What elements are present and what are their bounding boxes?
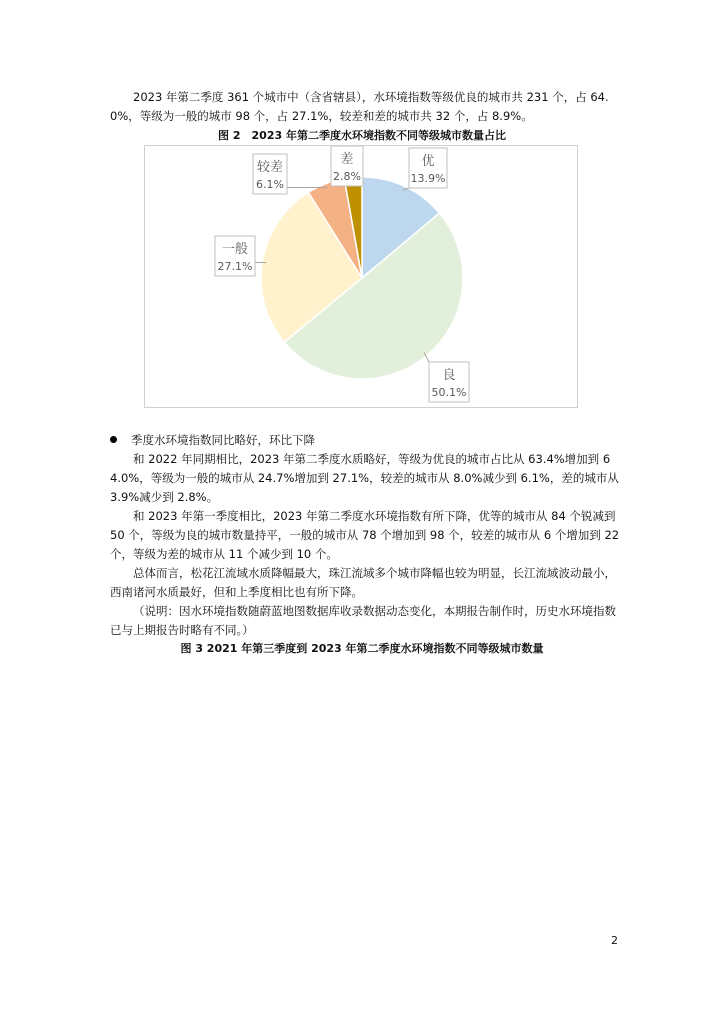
value-label-5: 2.8% xyxy=(333,170,361,183)
category-label-3: 一般 xyxy=(221,242,249,257)
summary-paragraph: 总体而言，松花江流域水质降幅最大，珠江流域多个城市降幅也较为明显，长江流域波动最小，西南诸河水质最好，但和上季度相比也有所下降。 xyxy=(110,566,616,599)
intro-paragraph: 2023 年第二季度 361 个城市中（含省辖县），水环境指数等级优良的城市共 231 个，占 64.0%，等级为一般的城市 98 个，占 27.1%，较差和差的城市共 32 个，占 8.9%。 xyxy=(110,90,609,123)
figure-2-caption: 图 2 2023 年第二季度水环境指数不同等级城市数量占比 xyxy=(218,129,506,142)
category-label-2: 良 xyxy=(442,368,456,383)
pie-chart xyxy=(145,146,579,409)
value-label-4: 6.1% xyxy=(256,178,284,191)
value-label-3: 27.1% xyxy=(217,260,253,273)
bullet-text: 季度水环境指数同比略好，环比下降 xyxy=(131,433,315,447)
value-label-2: 50.1% xyxy=(431,386,467,399)
category-label-1: 优 xyxy=(421,154,435,169)
page-number: 2 xyxy=(611,934,618,947)
figure-3-caption: 图 3 2021 年第三季度到 2023 年第二季度水环境指数不同等级城市数量 xyxy=(180,642,544,655)
value-label-1: 13.9% xyxy=(410,172,446,185)
category-label-5: 差 xyxy=(340,152,354,167)
bullet-heading xyxy=(110,431,620,450)
qoq-paragraph: 和 2023 年第一季度相比，2023 年第二季度水环境指数有所下降，优等的城市从 84 个锐减到 50 个，等级为良的城市数量持平，一般的城市从 78 个增加到 98 个，较差的城市从 6 个增加到 22 个，等级为差的城市从 11 个减少到 10 个。 xyxy=(110,509,620,561)
bullet-dot-icon xyxy=(110,436,117,443)
note-paragraph: （说明：因水环境指数随蔚蓝地图数据库收录数据动态变化，本期报告制作时，历史水环境指数已与上期报告时略有不同。） xyxy=(110,604,616,637)
category-label-4: 较差 xyxy=(256,160,284,175)
yoy-paragraph: 和 2022 年同期相比，2023 年第二季度水质略好，等级为优良的城市占比从 63.4%增加到 64.0%，等级为一般的城市从 24.7%增加到 27.1%，较差的城市从 8.0%减少到 6.1%，差的城市从 3.9%减少到 2.8%。 xyxy=(110,452,619,504)
pie-chart-frame xyxy=(144,145,578,408)
